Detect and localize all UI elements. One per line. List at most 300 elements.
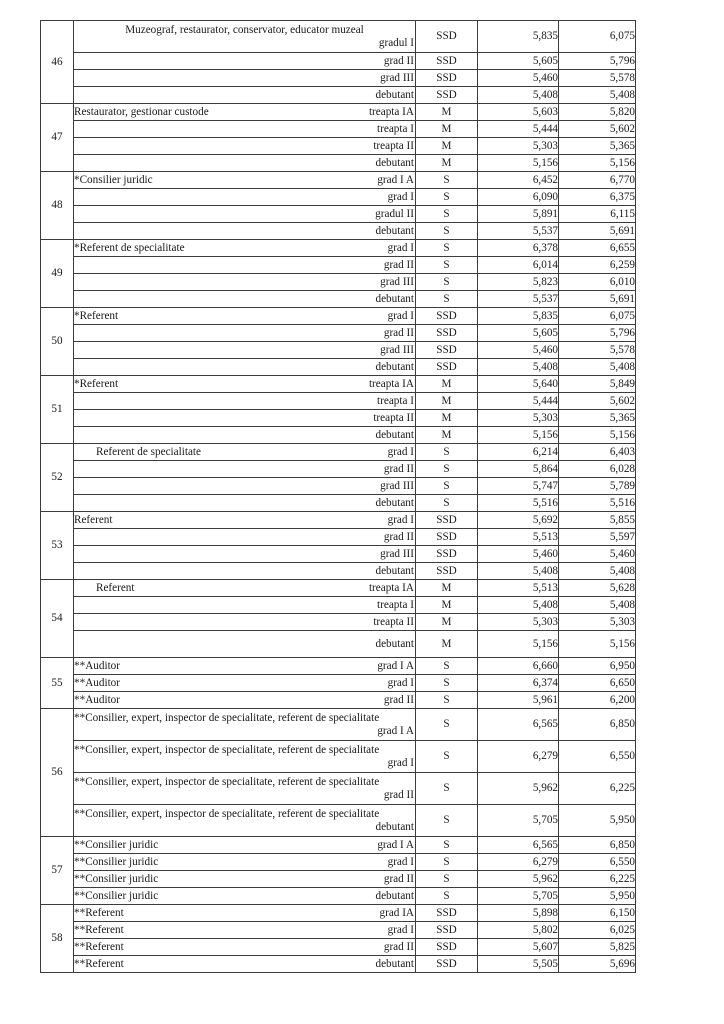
row-number-cell: 53 (41, 512, 74, 580)
education-level-cell: SSD (416, 53, 478, 70)
position-name-cell (74, 291, 416, 308)
position-grade: grad II (383, 530, 414, 543)
position-grade: grad II (383, 872, 414, 885)
salary-value-1-cell: 5,408 (478, 87, 559, 104)
salary-value-2-cell: 6,403 (559, 444, 636, 461)
education-level-cell: S (416, 274, 478, 291)
position-name-cell (74, 922, 416, 939)
position-title: Muzeograf, restaurator, conservator, educator muzeal (125, 23, 364, 36)
row-number-cell: 46 (41, 21, 74, 104)
position-grade: debutant (375, 889, 414, 902)
education-level-cell: S (416, 223, 478, 240)
position-grade: debutant (375, 564, 414, 577)
salary-value-1-cell: 6,279 (478, 741, 559, 773)
education-level-cell: M (416, 631, 478, 658)
position-name-cell (74, 461, 416, 478)
salary-value-1-cell: 5,898 (478, 905, 559, 922)
table-row (41, 905, 636, 922)
position-name-cell (74, 53, 416, 70)
salary-value-2-cell: 5,516 (559, 495, 636, 512)
table-row (41, 563, 636, 580)
education-level-cell: SSD (416, 359, 478, 376)
position-title: Restaurator, gestionar custode (74, 105, 209, 118)
row-number-cell: 58 (41, 905, 74, 973)
salary-value-2-cell: 6,225 (559, 871, 636, 888)
salary-value-1-cell: 5,835 (478, 308, 559, 325)
table-row (41, 444, 636, 461)
position-name-cell (74, 138, 416, 155)
salary-value-2-cell: 5,855 (559, 512, 636, 529)
row-number-cell: 50 (41, 308, 74, 376)
education-level-cell: S (416, 741, 478, 773)
table-row (41, 597, 636, 614)
row-number-cell: 56 (41, 709, 74, 837)
salary-value-1-cell: 6,279 (478, 854, 559, 871)
position-name-cell (74, 905, 416, 922)
education-level-cell: SSD (416, 922, 478, 939)
position-name-cell (74, 342, 416, 359)
salary-value-1-cell: 5,864 (478, 461, 559, 478)
position-name-cell (74, 512, 416, 529)
table-row (41, 291, 636, 308)
position-title: *Referent de specialitate (74, 241, 185, 254)
education-level-cell: S (416, 291, 478, 308)
position-grade: grad II (383, 788, 414, 801)
position-grade: grad II (383, 940, 414, 953)
position-name-cell (74, 172, 416, 189)
salary-value-2-cell: 5,303 (559, 614, 636, 631)
position-grade: grad II (383, 54, 414, 67)
position-grade: grad I A (377, 724, 414, 737)
salary-value-2-cell: 5,602 (559, 393, 636, 410)
position-name-cell (74, 709, 416, 741)
table-row (41, 274, 636, 291)
position-name-cell (74, 658, 416, 675)
education-level-cell: M (416, 104, 478, 121)
position-title: **Consilier, expert, inspector de specialitate, referent de specialitate (74, 807, 380, 820)
position-grade: treapta I (377, 598, 414, 611)
position-name-cell (74, 597, 416, 614)
table-row (41, 478, 636, 495)
salary-value-1-cell: 6,660 (478, 658, 559, 675)
position-grade: grad II (383, 462, 414, 475)
salary-value-1-cell: 5,156 (478, 631, 559, 658)
education-level-cell: S (416, 773, 478, 805)
row-number-cell: 51 (41, 376, 74, 444)
position-grade: treapta IA (368, 105, 414, 118)
table-row (41, 87, 636, 104)
salary-value-1-cell: 6,378 (478, 240, 559, 257)
position-title: **Consilier, expert, inspector de specialitate, referent de specialitate (74, 775, 380, 788)
table-row (41, 138, 636, 155)
position-name-cell (74, 274, 416, 291)
position-name-cell (74, 956, 416, 973)
salary-value-2-cell: 6,150 (559, 905, 636, 922)
salary-value-2-cell: 6,850 (559, 709, 636, 741)
education-level-cell: S (416, 257, 478, 274)
education-level-cell: S (416, 871, 478, 888)
position-name-cell (74, 376, 416, 393)
salary-value-1-cell: 5,303 (478, 138, 559, 155)
position-name-cell (74, 580, 416, 597)
table-row (41, 172, 636, 189)
salary-value-1-cell: 5,705 (478, 805, 559, 837)
table-row (41, 854, 636, 871)
table-row (41, 257, 636, 274)
salary-value-1-cell: 5,705 (478, 888, 559, 905)
education-level-cell: M (416, 121, 478, 138)
position-title: **Consilier, expert, inspector de specialitate, referent de specialitate (74, 743, 380, 756)
education-level-cell: S (416, 240, 478, 257)
education-level-cell: S (416, 854, 478, 871)
table-row (41, 888, 636, 905)
position-name-cell (74, 189, 416, 206)
position-grade: grad I (387, 676, 414, 689)
table-row (41, 805, 636, 837)
table-row (41, 393, 636, 410)
salary-value-2-cell: 5,408 (559, 359, 636, 376)
position-name-cell (74, 257, 416, 274)
table-row (41, 692, 636, 709)
salary-value-1-cell: 5,747 (478, 478, 559, 495)
table-row (41, 70, 636, 87)
table-row (41, 308, 636, 325)
position-grade: debutant (375, 496, 414, 509)
salary-value-1-cell: 5,537 (478, 223, 559, 240)
salary-value-2-cell: 6,028 (559, 461, 636, 478)
education-level-cell: S (416, 206, 478, 223)
position-name-cell (74, 393, 416, 410)
position-grade: debutant (375, 428, 414, 441)
position-grade: treapta II (373, 139, 414, 152)
salary-value-1-cell: 5,961 (478, 692, 559, 709)
position-name-cell (74, 410, 416, 427)
salary-value-2-cell: 5,408 (559, 563, 636, 580)
education-level-cell: SSD (416, 956, 478, 973)
table-row (41, 675, 636, 692)
education-level-cell: M (416, 393, 478, 410)
salary-value-1-cell: 5,303 (478, 614, 559, 631)
position-grade: grad II (383, 326, 414, 339)
row-number-cell: 54 (41, 580, 74, 658)
position-grade: treapta II (373, 615, 414, 628)
education-level-cell: M (416, 376, 478, 393)
salary-value-2-cell: 5,796 (559, 325, 636, 342)
position-title: **Consilier juridic (74, 889, 159, 902)
position-name-cell (74, 805, 416, 837)
position-grade: treapta IA (368, 377, 414, 390)
position-name-cell (74, 444, 416, 461)
table-row (41, 206, 636, 223)
position-title: **Referent (74, 906, 124, 919)
salary-value-2-cell: 5,578 (559, 342, 636, 359)
salary-value-1-cell: 5,640 (478, 376, 559, 393)
position-grade: treapta I (377, 122, 414, 135)
position-name-cell (74, 888, 416, 905)
row-number-cell: 49 (41, 240, 74, 308)
position-name-cell (74, 70, 416, 87)
table-row (41, 741, 636, 773)
row-number-cell: 52 (41, 444, 74, 512)
salary-grid-table (40, 20, 636, 973)
position-grade: grad I (387, 855, 414, 868)
salary-value-1-cell: 6,374 (478, 675, 559, 692)
position-title: Referent (96, 581, 135, 594)
position-title: Referent (74, 513, 113, 526)
salary-value-2-cell: 6,200 (559, 692, 636, 709)
table-row (41, 614, 636, 631)
position-title: **Consilier juridic (74, 838, 159, 851)
salary-value-2-cell: 5,789 (559, 478, 636, 495)
position-grade: debutant (375, 88, 414, 101)
salary-value-2-cell: 5,628 (559, 580, 636, 597)
education-level-cell: SSD (416, 905, 478, 922)
education-level-cell: SSD (416, 939, 478, 956)
position-title: **Referent (74, 940, 124, 953)
salary-value-2-cell: 5,820 (559, 104, 636, 121)
position-name-cell (74, 614, 416, 631)
position-name-cell (74, 631, 416, 658)
position-name-cell (74, 854, 416, 871)
salary-value-1-cell: 5,802 (478, 922, 559, 939)
table-row (41, 546, 636, 563)
education-level-cell: S (416, 888, 478, 905)
education-level-cell: SSD (416, 563, 478, 580)
position-name-cell (74, 121, 416, 138)
position-name-cell (74, 206, 416, 223)
education-level-cell: S (416, 461, 478, 478)
position-grade: grad I (387, 190, 414, 203)
position-grade: grad III (380, 547, 414, 560)
salary-value-2-cell: 6,075 (559, 308, 636, 325)
position-name-cell (74, 939, 416, 956)
salary-value-2-cell: 5,950 (559, 888, 636, 905)
position-grade: grad IA (379, 906, 414, 919)
position-grade: debutant (375, 360, 414, 373)
education-level-cell: S (416, 692, 478, 709)
salary-value-1-cell: 5,460 (478, 342, 559, 359)
position-title: **Referent (74, 923, 124, 936)
position-grade: grad I (387, 923, 414, 936)
salary-value-2-cell: 6,025 (559, 922, 636, 939)
education-level-cell: M (416, 138, 478, 155)
education-level-cell: S (416, 495, 478, 512)
salary-value-2-cell: 6,770 (559, 172, 636, 189)
table-row (41, 376, 636, 393)
table-row (41, 359, 636, 376)
table-row (41, 461, 636, 478)
salary-value-2-cell: 5,950 (559, 805, 636, 837)
position-grade: debutant (375, 637, 414, 650)
salary-value-1-cell: 5,891 (478, 206, 559, 223)
position-grade: debutant (375, 224, 414, 237)
table-row (41, 956, 636, 973)
table-row (41, 342, 636, 359)
salary-value-1-cell: 5,408 (478, 563, 559, 580)
position-name-cell (74, 308, 416, 325)
position-name-cell (74, 427, 416, 444)
salary-value-1-cell: 5,156 (478, 427, 559, 444)
education-level-cell: S (416, 675, 478, 692)
table-row (41, 189, 636, 206)
salary-value-1-cell: 5,444 (478, 393, 559, 410)
position-name-cell (74, 675, 416, 692)
table-row (41, 871, 636, 888)
salary-value-1-cell: 5,605 (478, 53, 559, 70)
position-grade: treapta II (373, 411, 414, 424)
salary-value-1-cell: 5,516 (478, 495, 559, 512)
salary-value-2-cell: 6,225 (559, 773, 636, 805)
table-row (41, 512, 636, 529)
education-level-cell: SSD (416, 70, 478, 87)
salary-value-2-cell: 5,365 (559, 138, 636, 155)
education-level-cell: M (416, 410, 478, 427)
position-grade: debutant (375, 957, 414, 970)
position-name-cell (74, 529, 416, 546)
salary-value-2-cell: 5,460 (559, 546, 636, 563)
salary-value-2-cell: 6,075 (559, 21, 636, 53)
salary-value-2-cell: 5,796 (559, 53, 636, 70)
position-name-cell (74, 104, 416, 121)
position-title: **Referent (74, 957, 124, 970)
position-grade: grad III (380, 479, 414, 492)
education-level-cell: M (416, 427, 478, 444)
position-name-cell (74, 359, 416, 376)
salary-value-1-cell: 6,014 (478, 257, 559, 274)
salary-value-1-cell: 6,565 (478, 837, 559, 854)
education-level-cell: SSD (416, 342, 478, 359)
salary-value-1-cell: 5,835 (478, 21, 559, 53)
position-grade: treapta I (377, 394, 414, 407)
salary-value-2-cell: 5,365 (559, 410, 636, 427)
position-name-cell (74, 495, 416, 512)
table-row (41, 240, 636, 257)
salary-value-1-cell: 6,565 (478, 709, 559, 741)
salary-value-1-cell: 5,692 (478, 512, 559, 529)
position-name-cell (74, 773, 416, 805)
salary-value-1-cell: 5,156 (478, 155, 559, 172)
table-row (41, 427, 636, 444)
position-title: **Auditor (74, 676, 120, 689)
position-grade: grad III (380, 343, 414, 356)
position-title: **Auditor (74, 693, 120, 706)
education-level-cell: S (416, 172, 478, 189)
position-grade: grad I A (377, 838, 414, 851)
education-level-cell: SSD (416, 325, 478, 342)
position-name-cell (74, 21, 416, 53)
table-body (41, 21, 636, 973)
salary-value-2-cell: 5,408 (559, 597, 636, 614)
position-title: **Auditor (74, 659, 120, 672)
education-level-cell: S (416, 837, 478, 854)
table-row (41, 495, 636, 512)
position-name-cell (74, 155, 416, 172)
salary-value-1-cell: 5,513 (478, 529, 559, 546)
position-grade: gradul I (378, 36, 414, 49)
salary-value-2-cell: 6,850 (559, 837, 636, 854)
row-number-cell: 48 (41, 172, 74, 240)
salary-value-1-cell: 5,408 (478, 597, 559, 614)
table-row (41, 121, 636, 138)
table-row (41, 325, 636, 342)
table-row (41, 580, 636, 597)
position-title: **Consilier juridic (74, 872, 159, 885)
salary-value-2-cell: 5,408 (559, 87, 636, 104)
position-name-cell (74, 325, 416, 342)
table-row (41, 104, 636, 121)
education-level-cell: S (416, 444, 478, 461)
position-grade: grad II (383, 258, 414, 271)
position-grade: grad I (387, 309, 414, 322)
salary-value-2-cell: 5,696 (559, 956, 636, 973)
salary-value-1-cell: 5,444 (478, 121, 559, 138)
salary-value-2-cell: 5,597 (559, 529, 636, 546)
table-row (41, 922, 636, 939)
table-row (41, 658, 636, 675)
salary-value-1-cell: 5,303 (478, 410, 559, 427)
education-level-cell: SSD (416, 546, 478, 563)
salary-value-1-cell: 6,090 (478, 189, 559, 206)
salary-value-1-cell: 5,537 (478, 291, 559, 308)
position-name-cell (74, 563, 416, 580)
position-title: **Consilier, expert, inspector de specialitate, referent de specialitate (74, 711, 380, 724)
education-level-cell: SSD (416, 21, 478, 53)
salary-value-1-cell: 5,408 (478, 359, 559, 376)
position-name-cell (74, 837, 416, 854)
position-name-cell (74, 240, 416, 257)
salary-value-1-cell: 5,962 (478, 773, 559, 805)
position-grade: debutant (375, 156, 414, 169)
salary-value-2-cell: 5,156 (559, 631, 636, 658)
salary-value-1-cell: 5,460 (478, 546, 559, 563)
salary-value-2-cell: 5,825 (559, 939, 636, 956)
salary-value-1-cell: 5,513 (478, 580, 559, 597)
salary-value-1-cell: 5,605 (478, 325, 559, 342)
position-name-cell (74, 692, 416, 709)
salary-value-1-cell: 6,214 (478, 444, 559, 461)
position-grade: debutant (375, 292, 414, 305)
position-grade: treapta IA (368, 581, 414, 594)
position-grade: gradul II (375, 207, 414, 220)
education-level-cell: M (416, 155, 478, 172)
position-title: *Referent (74, 377, 119, 390)
salary-value-2-cell: 5,691 (559, 223, 636, 240)
table-row (41, 410, 636, 427)
position-title: **Consilier juridic (74, 855, 159, 868)
position-grade: grad III (380, 275, 414, 288)
position-title: Referent de specialitate (96, 445, 201, 458)
salary-value-2-cell: 6,655 (559, 240, 636, 257)
position-name-cell (74, 478, 416, 495)
position-grade: grad I (387, 756, 414, 769)
salary-value-1-cell: 5,962 (478, 871, 559, 888)
table-row (41, 837, 636, 854)
salary-value-2-cell: 6,950 (559, 658, 636, 675)
row-number-cell: 57 (41, 837, 74, 905)
position-grade: grad I (387, 513, 414, 526)
education-level-cell: SSD (416, 529, 478, 546)
salary-value-2-cell: 5,849 (559, 376, 636, 393)
table-row (41, 53, 636, 70)
education-level-cell: SSD (416, 308, 478, 325)
salary-value-2-cell: 5,691 (559, 291, 636, 308)
position-grade: grad I A (377, 659, 414, 672)
salary-value-1-cell: 5,460 (478, 70, 559, 87)
education-level-cell: SSD (416, 87, 478, 104)
position-grade: grad I (387, 241, 414, 254)
position-grade: grad I (387, 445, 414, 458)
table-row (41, 709, 636, 741)
